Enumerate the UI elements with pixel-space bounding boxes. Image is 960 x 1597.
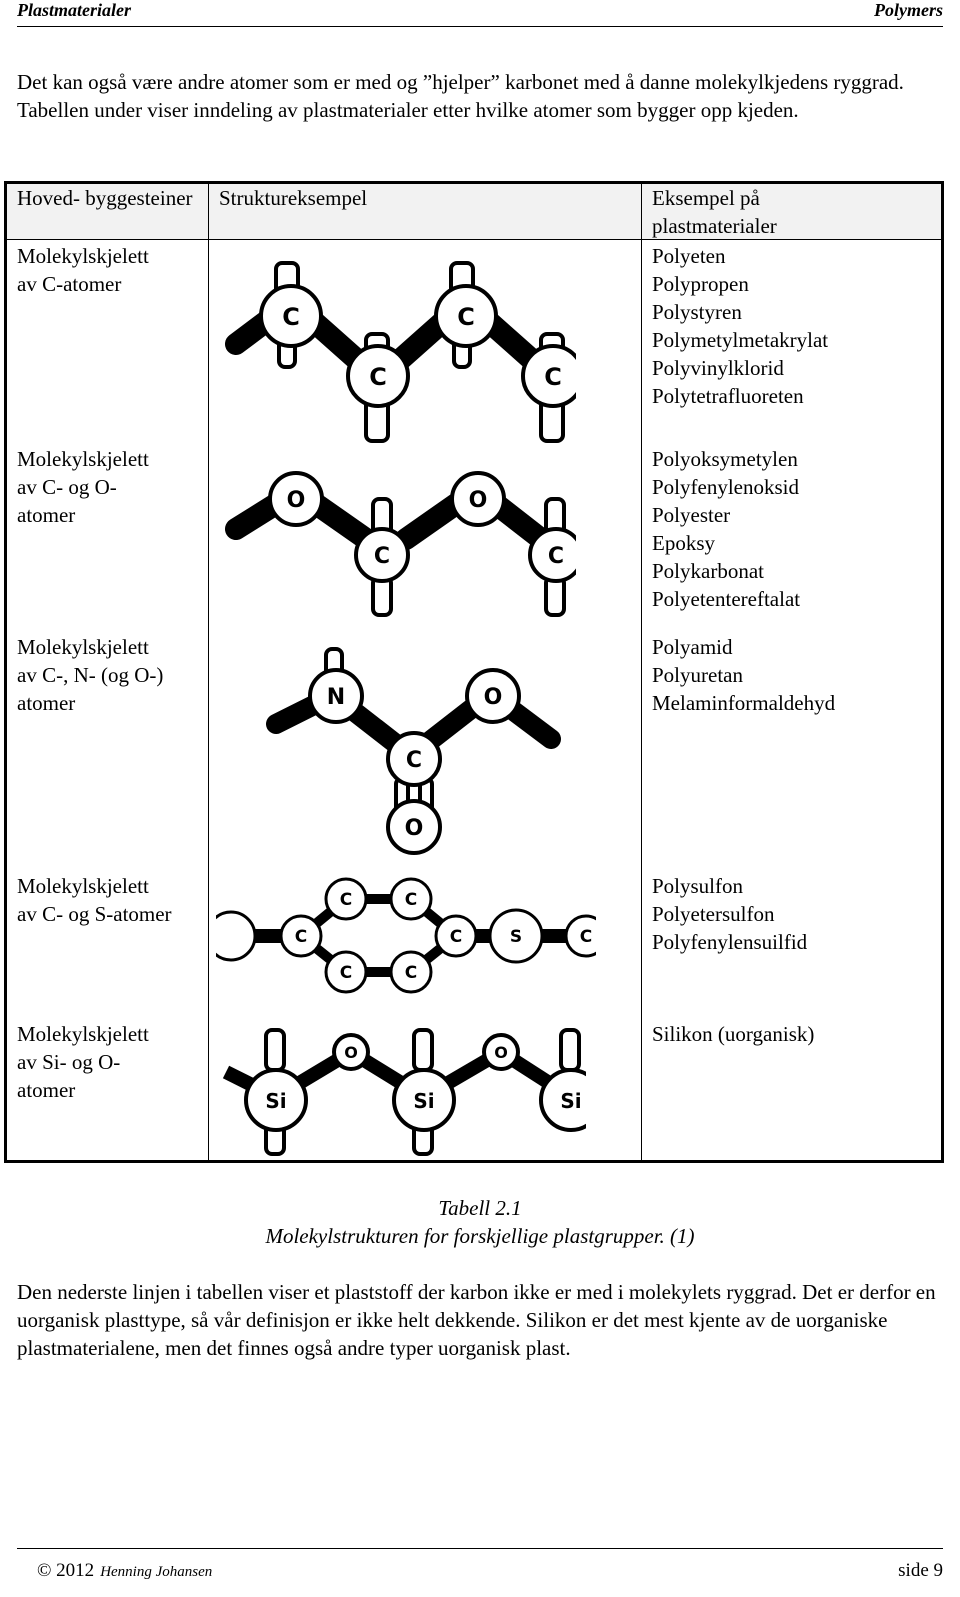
atom-label: O bbox=[404, 816, 424, 841]
structure-diagram-c bbox=[216, 259, 576, 444]
table-row-examples bbox=[652, 242, 828, 410]
caption-text: Molekylstrukturen for forskjellige plastgrupper. (1) bbox=[265, 1224, 695, 1248]
table-row-examples bbox=[652, 445, 800, 613]
example-item: Polyfenylensuilfid bbox=[652, 930, 808, 954]
header-rule bbox=[17, 26, 943, 27]
structure-diagram-co bbox=[216, 459, 576, 619]
group-line: av C-atomer bbox=[17, 272, 122, 296]
atom-label: O bbox=[344, 1043, 358, 1062]
table-caption bbox=[0, 1194, 960, 1250]
column-divider bbox=[641, 184, 642, 1160]
structure-diagram-cs bbox=[216, 874, 596, 1004]
group-line: Molekylskjelett bbox=[17, 1022, 149, 1046]
example-item: Polysulfon bbox=[652, 874, 744, 898]
atom-label: C bbox=[339, 963, 353, 983]
bond bbox=[406, 504, 456, 539]
bond bbox=[266, 1030, 284, 1070]
header-examples: Eksempel på plastmaterialer bbox=[652, 186, 777, 238]
atom bbox=[216, 912, 255, 960]
example-item: Polyfenylenoksid bbox=[652, 475, 799, 499]
group-line: atomer bbox=[17, 691, 76, 715]
atom-label: C bbox=[457, 303, 475, 331]
atom-label: C bbox=[369, 363, 387, 391]
header-building-blocks: Hoved- byggesteiner bbox=[17, 186, 193, 210]
table-row-group bbox=[17, 872, 172, 928]
table-row-examples bbox=[652, 1020, 814, 1048]
table-row-group bbox=[17, 242, 149, 298]
atom-label: C bbox=[339, 890, 353, 910]
group-line: Molekylskjelett bbox=[17, 447, 149, 471]
table-row-group bbox=[17, 633, 163, 717]
example-item: Silikon (uorganisk) bbox=[652, 1022, 815, 1046]
example-item: Polyetersulfon bbox=[652, 902, 775, 926]
atom-label: S bbox=[509, 927, 523, 947]
column-divider bbox=[208, 184, 209, 1160]
bond bbox=[414, 1030, 432, 1070]
atom-label: C bbox=[449, 927, 463, 947]
page-number: side 9 bbox=[898, 1560, 943, 1581]
atom-label: N bbox=[326, 685, 346, 710]
example-item: Polyoksymetylen bbox=[652, 447, 798, 471]
bond bbox=[351, 709, 396, 744]
author-signature: Henning Johansen bbox=[100, 1564, 213, 1580]
group-line: Molekylskjelett bbox=[17, 635, 149, 659]
atom-label: Si bbox=[560, 1089, 582, 1113]
atom-label: C bbox=[547, 544, 565, 569]
example-item: Polyamid bbox=[652, 635, 733, 659]
group-line: Molekylskjelett bbox=[17, 874, 149, 898]
bond bbox=[511, 709, 551, 739]
group-line: atomer bbox=[17, 1078, 76, 1102]
copyright: © 2012 bbox=[37, 1560, 95, 1581]
footer-rule bbox=[17, 1548, 943, 1549]
group-line: av C-, N- (og O-) bbox=[17, 663, 164, 687]
atom-label: C bbox=[373, 544, 391, 569]
structure-diagram-cno bbox=[216, 639, 576, 859]
example-item: Epoksy bbox=[652, 531, 715, 555]
example-item: Polymetylmetakrylat bbox=[652, 328, 829, 352]
bond bbox=[316, 504, 366, 539]
atom-label: O bbox=[483, 685, 503, 710]
group-line: av Si- og O- bbox=[17, 1050, 121, 1074]
atom-label: C bbox=[405, 748, 423, 773]
atom-label: C bbox=[282, 303, 300, 331]
bond bbox=[561, 1030, 579, 1070]
atom-label: Si bbox=[265, 1089, 287, 1113]
example-item: Polyetentereftalat bbox=[652, 587, 801, 611]
example-item: Polytetrafluoreten bbox=[652, 384, 804, 408]
header-right: Polymers bbox=[874, 0, 943, 20]
header-left: Plastmaterialer bbox=[17, 0, 131, 20]
atom-label: C bbox=[404, 890, 418, 910]
table-row-group bbox=[17, 1020, 149, 1104]
example-item: Polyeten bbox=[652, 244, 726, 268]
footer-left bbox=[37, 1560, 212, 1582]
atom-label: C bbox=[544, 363, 562, 391]
example-item: Polyvinylklorid bbox=[652, 356, 784, 380]
example-item: Polyuretan bbox=[652, 663, 743, 687]
example-item: Melaminformaldehyd bbox=[652, 691, 836, 715]
group-line: atomer bbox=[17, 503, 76, 527]
group-line: Molekylskjelett bbox=[17, 244, 149, 268]
table-row-examples bbox=[652, 872, 807, 956]
structure-table bbox=[4, 181, 944, 1163]
example-item: Polystyren bbox=[652, 300, 742, 324]
atom-label: C bbox=[404, 963, 418, 983]
group-line: av C- og O- bbox=[17, 475, 117, 499]
atom-label: O bbox=[286, 488, 306, 513]
table-row-group bbox=[17, 445, 149, 529]
structure-diagram-sio bbox=[216, 1022, 586, 1157]
atom-label: Si bbox=[413, 1089, 435, 1113]
atom-label: C bbox=[294, 927, 308, 947]
example-item: Polyester bbox=[652, 503, 731, 527]
intro-paragraph: Det kan også være andre atomer som er med og ”hjelper” karbonet med å danne molekylkjedens ryggrad. Tabellen under viser inndeling av plastmaterialer etter hvilke atomer som bygger opp kjeden. bbox=[17, 70, 904, 122]
atom-label: O bbox=[468, 488, 488, 513]
group-line: av C- og S-atomer bbox=[17, 902, 172, 926]
header-structure: Struktureksempel bbox=[219, 186, 368, 210]
example-item: Polypropen bbox=[652, 272, 749, 296]
caption-title: Tabell 2.1 bbox=[438, 1196, 522, 1220]
page-header bbox=[0, 0, 960, 22]
closing-paragraph: Den nederste linjen i tabellen viser et plaststoff der karbon ikke er med i molekylets ryggrad. Det er derfor en uorganisk plasttype, så vår definisjon er ikke helt dekkende. Silikon er det mest kjente av de uorganiske plastmaterialene, men det finnes også andre typer uorganisk plast. bbox=[17, 1280, 936, 1360]
atom-label: O bbox=[494, 1043, 508, 1062]
example-item: Polykarbonat bbox=[652, 559, 764, 583]
atom-label: C bbox=[579, 927, 593, 947]
table-row-examples bbox=[652, 633, 835, 717]
